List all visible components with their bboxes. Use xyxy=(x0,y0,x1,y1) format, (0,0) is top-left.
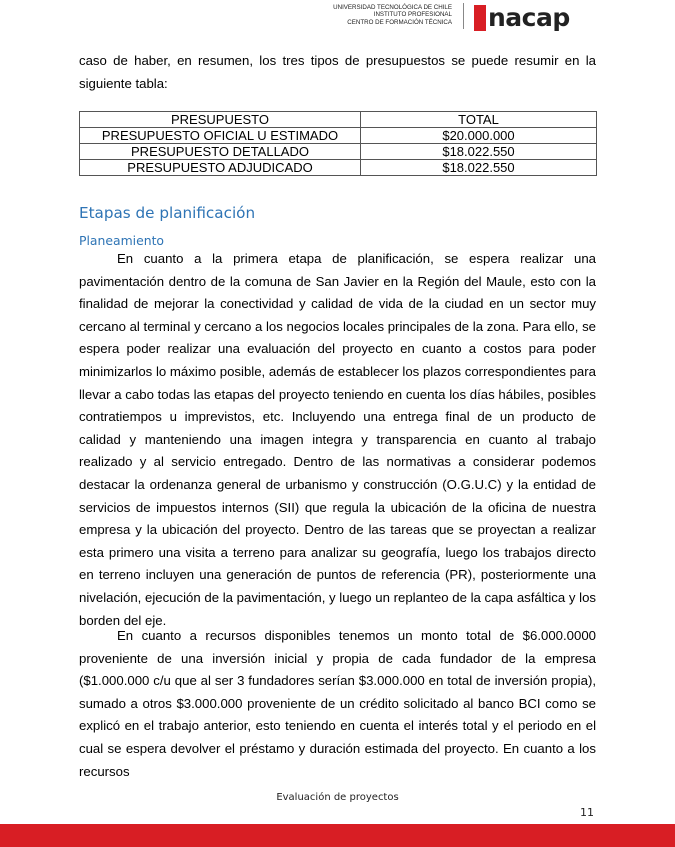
footer-title: Evaluación de proyectos xyxy=(276,792,399,803)
table-cell: $18.022.550 xyxy=(361,144,597,160)
body-paragraph: En cuanto a la primera etapa de planificación, se espera realizar una pavimentación dentro de la comuna de San Javier en la Región del Maule, esto con la finalidad de mejorar la conectividad y calidad de vida de la ciudad en un sector muy cercano al terminal y cercano a los negocios locales principales de la zona. Para ello, se espera poder realizar una evaluación del proyecto en cuanto a costos para poder minimizarlos lo máximo posible, además de establecer los plazos correspondientes para llevar a cabo todas las etapas del proyecto teniendo en cuenta los días hábiles, posibles contratiempos u imprevistos, etc. Incluyendo una entrega final de un producto de calidad y manteniendo una imagen integra y transparencia en cuanto al trabajo realizado y al servicio entregado. Dentro de las normativas a considerar podemos destacar la ordenanza general de urbanismo y construcción (O.G.U.C) y la entidad de servicios de impuestos internos (SII) que regula la ubicación de la oficina de nuestra empresa y la ubicación del proyecto. Dentro de las tareas que se proyectan a realizar esta primero una visita a terreno para analizar su geografía, luego los trabajos directo en terreno incluyen una generación de puntos de referencia (PR), posteriormente una nivelación, ejecución de la pavimentación, y luego un replanteo de la capa asfáltica y los borden del eje. xyxy=(79,251,596,628)
table-row xyxy=(80,160,597,176)
table-header-row xyxy=(80,112,597,128)
table-cell: PRESUPUESTO ADJUDICADO xyxy=(80,160,361,176)
table-cell: PRESUPUESTO OFICIAL U ESTIMADO xyxy=(80,128,361,144)
logo-text: nacap xyxy=(488,3,570,32)
subsection-heading: Planeamiento xyxy=(79,233,165,248)
page-number: 11 xyxy=(580,806,594,819)
institution-line: INSTITUTO PROFESIONAL xyxy=(373,11,452,19)
table-cell: $20.000.000 xyxy=(361,128,597,144)
intro-paragraph: caso de haber, en resumen, los tres tipos de presupuestos se puede resumir en la siguiente tabla: xyxy=(79,53,596,91)
table-row xyxy=(80,144,597,160)
institution-line: UNIVERSIDAD TECNOLÓGICA DE CHILE xyxy=(333,4,452,11)
institution-header xyxy=(333,4,452,26)
inacap-logo xyxy=(474,3,570,33)
logo-mark-icon xyxy=(474,5,486,31)
institution-line: CENTRO DE FORMACIÓN TÉCNICA xyxy=(347,18,452,26)
table-row xyxy=(80,128,597,144)
table-cell: PRESUPUESTO DETALLADO xyxy=(80,144,361,160)
table-header-cell: TOTAL xyxy=(361,112,597,128)
table-cell: $18.022.550 xyxy=(361,160,597,176)
section-heading: Etapas de planificación xyxy=(79,204,256,222)
budget-table xyxy=(79,111,597,176)
table-header-cell: PRESUPUESTO xyxy=(80,112,361,128)
header-divider xyxy=(463,3,464,29)
body-paragraph: En cuanto a recursos disponibles tenemos un monto total de $6.000.0000 proveniente de una inversión inicial y propia de cada fundador de la empresa ($1.000.000 c/u que al ser 3 fundadores serían $3.000.000 en total de inversión propia), sumado a otros $3.000.000 proveniente de un crédito solicitado al banco BCI como se explicó en el trabajo anterior, esto teniendo en cuenta el interés total y el periodo en el cual se espera devolver el préstamo y duración estimada del proyecto. En cuanto a los recursos xyxy=(79,628,596,779)
footer-bar xyxy=(0,824,675,847)
